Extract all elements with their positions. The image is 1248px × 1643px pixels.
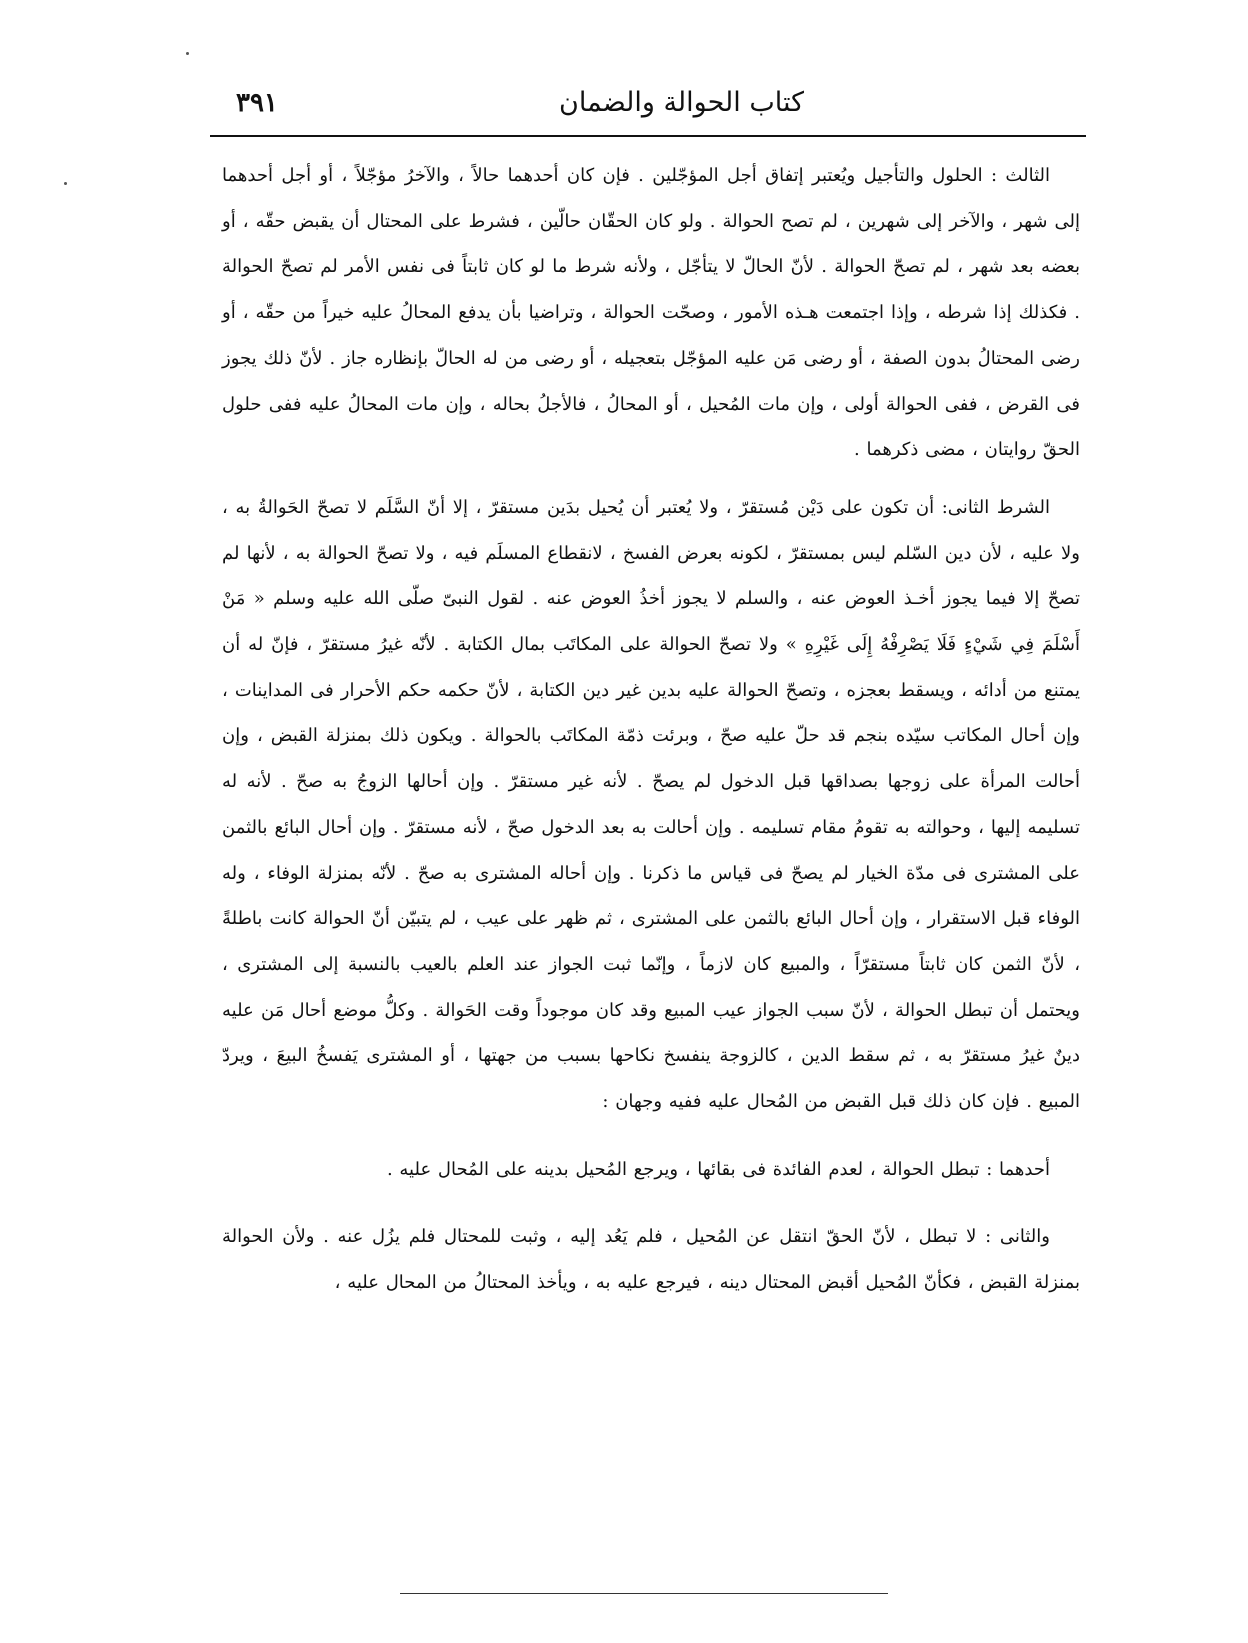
margin-speck <box>64 182 67 185</box>
paragraph-gap <box>222 1125 1080 1147</box>
paragraph-third-condition: الثالث : الحلول والتأجيل ويُعتبر إتفاق أجل المؤجّلين . فإن كان أحدهما حالاً ، والآخرُ مؤجّلاً ، أو أجل أحدهما إلى شهر ، والآخر إلى شهرين ، لم تصح الحوالة . ولو كان الحقّان حالّين ، فشرط على المحتال أن يقبض حقّه ، أو بعضه بعد شهر ، لم تصحّ الحوالة . لأنّ الحالّ لا يتأجّل ، ولأنه شرط ما لو كان ثابتاً فى نفس الأمر لم تصحّ الحوالة . فكذلك إذا شرطه ، وإذا اجتمعت هـذه الأمور ، وصحّت الحوالة ، وتراضيا بأن يدفع المحالُ عليه خيراً من حقّه ، أو رضى المحتالُ بدون الصفة ، أو رضى مَن عليه المؤجّل بتعجيله ، أو رضى من له الحالّ بإنظاره جاز . لأنّ ذلك يجوز فى القرض ، ففى الحوالة أولى ، وإن مات المُحيل ، أو المحالُ ، فالأجلُ بحاله ، وإن مات المحالُ عليه ففى حلول الحقّ روايتان ، مضى ذكرهما . <box>222 165 1080 461</box>
paragraph-gap <box>222 1192 1080 1214</box>
paragraph-gap <box>222 473 1080 485</box>
page-number: ٣٩١ <box>236 88 278 118</box>
margin-speck <box>186 52 189 55</box>
running-title: كتاب الحوالة والضمان <box>559 87 804 118</box>
paragraph-second-condition: الشرط الثانى: أن تكون على دَيْن مُستقرّ ، ولا يُعتبر أن يُحيل بدَين مستقرّ ، إلا أنّ السَّلَم لا تصحّ الحَوالةُ به ، ولا عليه ، لأن دين السّلم ليس بمستقرّ ، لكونه بعرض الفسخ ، لانقطاع المسلَم فيه ، ولا تصحّ الحوالة به ، لأنها لم تصحّ إلا فيما يجوز أخـذ العوض عنه ، والسلم لا يجوز أخذُ العوض عنه . لقول النبىّ صلّى الله عليه وسلم « مَنْ أَسْلَمَ فِي شَيْءٍ فَلَا يَصْرِفْهُ إِلَى غَيْرِهِ » ولا تصحّ الحوالة على المكاتَب بمال الكتابة . لأنّه غيرُ مستقرّ ، فإنّ له أن يمتنع من أدائه ، ويسقط بعجزه ، وتصحّ الحوالة عليه بدين غير دين الكتابة ، لأنّ حكمه حكم الأحرار فى المداينات ، وإن أحال المكاتب سيّده بنجم قد حلّ عليه صحّ ، وبرئت ذمّة المكاتَب بالحوالة . ويكون ذلك بمنزلة القبض ، وإن أحالت المرأة على زوجها بصداقها قبل الدخول لم يصحّ . لأنه غير مستقرّ . وإن أحالها الزوجُ به صحّ . لأنه له تسليمه إليها ، وحوالته به تقومُ مقام تسليمه . وإن أحالت به بعد الدخول صحّ ، لأنه مستقرّ . وإن أحال البائع بالثمن على المشترى فى مدّة الخيار لم يصحّ فى قياس ما ذكرنا . وإن أحاله المشترى به صحّ . لأنّه بمنزلة الوفاء ، وله الوفاء قبل الاستقرار ، وإن أحال البائع بالثمن على المشترى ، ثم ظهر على عيب ، لم يتبيّن أنّ الحوالة كانت باطلةً ، لأنّ الثمن كان ثابتاً مستقرّاً ، والمبيع كان لازماً ، وإنّما ثبت الجواز عند العلم بالعيب بالنسبة إلى المشترى ، ويحتمل أن تبطل الحوالة ، لأنّ سبب الجواز عيب المبيع وقد كان موجوداً وقت الحَوالة . وكلُّ موضع أحال مَن عليه دينٌ غيرُ مستقرّ به ، ثم سقط الدين ، كالزوجة ينفسخ نكاحها بسبب من جهتها ، أو المشترى يَفسخُ البيعَ ، ويردّ المبيع . فإن كان ذلك قبل القبض من المُحال عليه ففيه وجهان : <box>222 496 1080 1113</box>
main-text <box>222 153 1080 1306</box>
footer-rule <box>400 1593 888 1594</box>
header-rule <box>210 135 1086 137</box>
paragraph-second-view: والثانى : لا تبطل ، لأنّ الحقّ انتقل عن المُحيل ، فلم يَعُد إليه ، وثبت للمحتال فلم يزُل عنه . ولأن الحوالة بمنزلة القبض ، فكأنّ المُحيل أقبض المحتال دينه ، فيرجع عليه به ، ويأخذ المحتالُ من المحال عليه ، <box>222 1226 1080 1294</box>
page-header <box>214 82 1084 132</box>
paragraph-first-view: أحدهما : تبطل الحوالة ، لعدم الفائدة فى بقائها ، ويرجع المُحيل بدينه على المُحال عليه . <box>386 1158 1050 1180</box>
